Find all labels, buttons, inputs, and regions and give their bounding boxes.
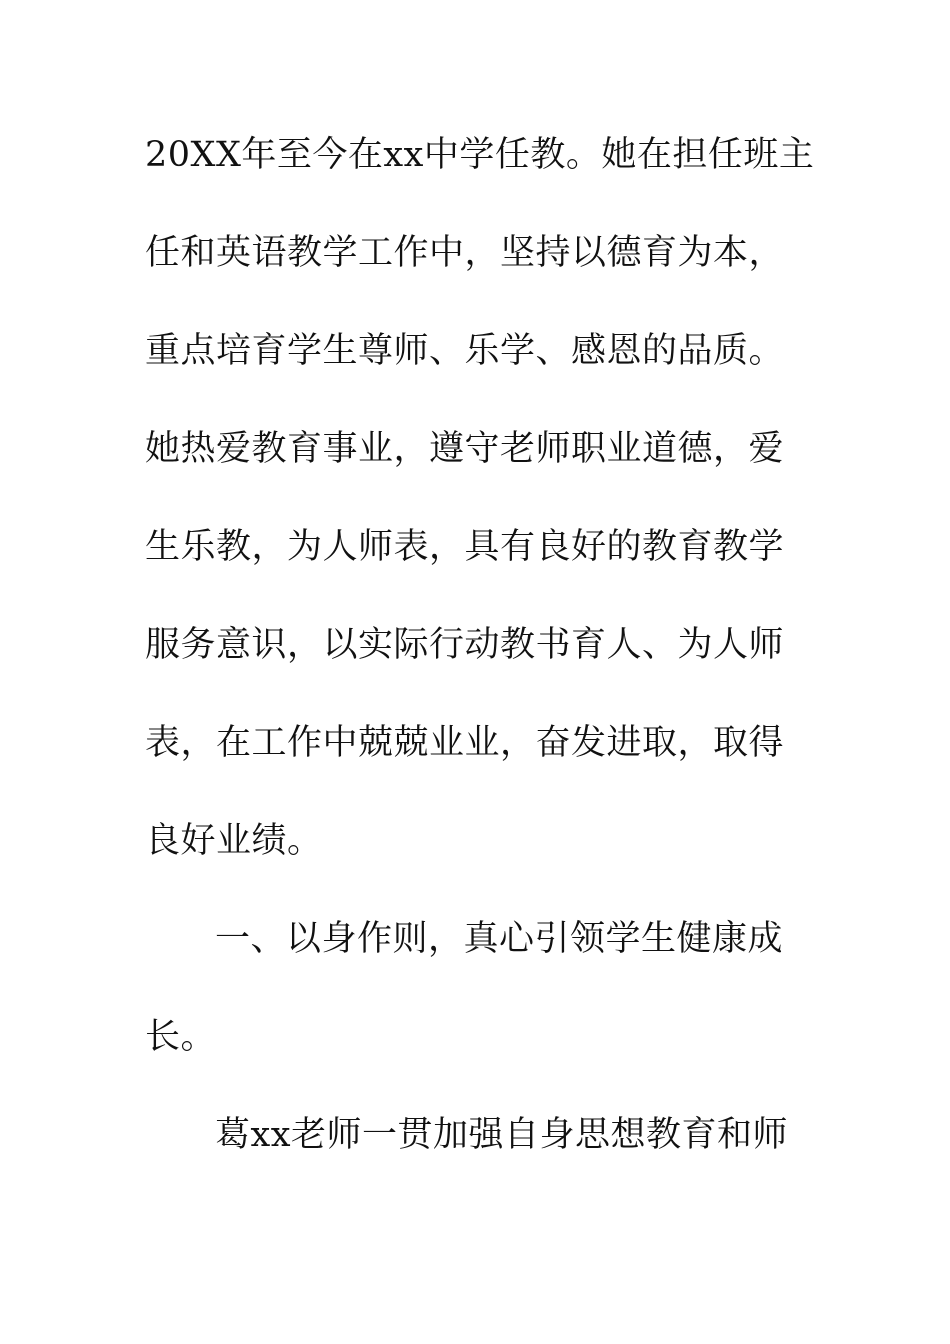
paragraph-line-2: 任和英语教学工作中，坚持以德育为本， — [145, 233, 785, 273]
section-heading-line-2: 长。 — [145, 1017, 217, 1057]
paragraph-line-1: 20XX年至今在xx中学任教。她在担任班主 — [145, 135, 815, 175]
paragraph-line-7: 表，在工作中兢兢业业，奋发进取，取得 — [145, 723, 785, 763]
paragraph-line-3: 重点培育学生尊师、乐学、感恩的品质。 — [145, 331, 785, 371]
paragraph-line-5: 生乐教，为人师表，具有良好的教育教学 — [145, 527, 785, 567]
paragraph-line-4: 她热爱教育事业，遵守老师职业道德，爱 — [145, 429, 785, 469]
section-heading-line-1: 一、以身作则，真心引领学生健康成 — [215, 919, 784, 959]
paragraph-line-8: 良好业绩。 — [145, 821, 323, 861]
paragraph-line-11: 葛xx老师一贯加强自身思想教育和师 — [215, 1115, 788, 1155]
document-body — [145, 130, 815, 1208]
paragraph-line-6: 服务意识，以实际行动教书育人、为人师 — [145, 625, 785, 665]
